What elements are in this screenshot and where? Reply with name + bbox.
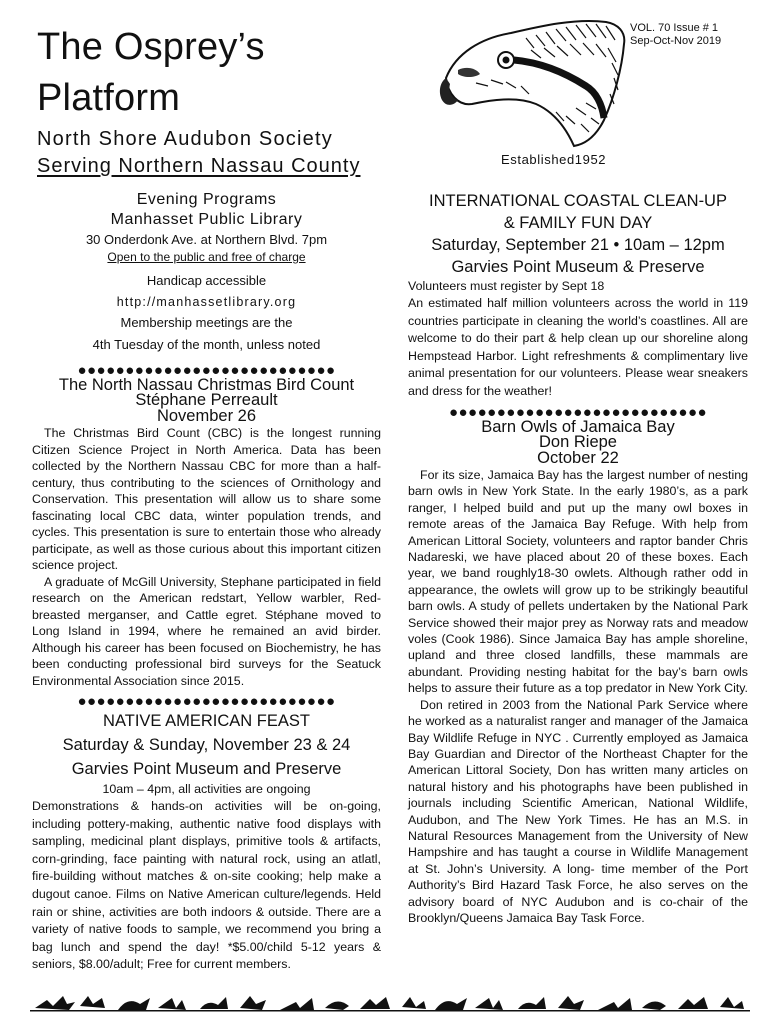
owls-date: October 22 [537, 449, 619, 467]
library-url[interactable]: http://manhassetlibrary.org [116, 295, 297, 309]
left-column [32, 190, 381, 974]
membership-line-2: 4th Tuesday of the month, unless noted [92, 337, 321, 352]
cbc-date: November 26 [156, 407, 257, 425]
owls-paragraph-1: For its size, Jamaica Bay has the largest number of nesting barn owls in New York State. In the early 1980’s, as a park ranger, I helped build and put up the many owl boxes in remote areas of the Jamaica Bay Refuge. With help from American Littoral Society, volunteers and raptor bander Chris Nadareski, we have placed about 20 of these boxes. Each year, we band roughly18-30 owlets. Although rather odd in appearance, the owlets will grow up to be strikingly beautiful barn owls. A study of pellets undertaken by the National Park Service showed their major prey as Norway rats and meadow voles (Cook 1986). Since Jamaica Bay has ample shoreline, upland and three closed landfills, these mammals are abundant. Providing nesting habitat for the bay’s barn owls helps to assure their future as a top predator in New York City. [408, 468, 749, 696]
cbc-speaker: Stéphane Perreault [135, 391, 278, 409]
cbc-title: The North Nassau Christmas Bird Count [58, 376, 355, 394]
established: Established1952 [501, 152, 607, 167]
org-name: North Shore Audubon Society [37, 128, 333, 150]
feast-time: 10am – 4pm, all activities are ongoing [102, 782, 311, 796]
right-column [408, 190, 748, 926]
owls-speaker: Don Riepe [539, 433, 617, 451]
cleanup-title-2: & FAMILY FUN DAY [503, 214, 653, 232]
dot-divider: ●●●●●●●●●●●●●●●●●●●●●●●●●●● [77, 366, 336, 376]
volume-issue: VOL. 70 Issue # 1 [630, 22, 719, 34]
title-line-2: Platform [37, 77, 181, 119]
feast-place: Garvies Point Museum and Preserve [71, 760, 342, 778]
feast-date: Saturday & Sunday, November 23 & 24 [62, 736, 351, 754]
cleanup-date: Saturday, September 21 • 10am – 12pm [431, 236, 725, 254]
cleanup-place: Garvies Point Museum & Preserve [451, 258, 705, 276]
title-line-1: The Osprey’s [37, 26, 265, 68]
library-heading: Manhasset Public Library [110, 211, 303, 228]
open-to-public: Open to the public and free of charge [107, 250, 306, 264]
bird-silhouette-border [30, 990, 750, 1014]
feast-title: NATIVE AMERICAN FEAST [103, 712, 310, 730]
cleanup-title-1: INTERNATIONAL COASTAL CLEAN-UP [429, 192, 727, 210]
owls-title: Barn Owls of Jamaica Bay [481, 418, 675, 436]
feast-description: Demonstrations & hands-on activities will be on-going, including pottery-making, authentic native food displays with sampling, medicinal plant displays, primitive tools & artifacts, corn-grinding, face painting with natural rock, using an atlatl, fire-building without matches & on-site cooking; help make a dugout canoe. Films on Native American culture/legends. Held rain or shine, activities are both indoors & outside. There are a variety of native foods to sample, we recommend you bring a bag lunch and spend the day! *$5.00/child 5-12 years & seniors, $8.00/adult; Free for current members. [32, 799, 381, 972]
newsletter-title [37, 22, 265, 124]
serving-line: Serving Northern Nassau County [37, 155, 361, 177]
cleanup-description: An estimated half million volunteers across the world in 119 countries participate in cleaning the world’s coastlines. All are welcome to do their part & help clean up our shoreline along Hempstead Harbor. Light refreshments & complimentary live animal presentation for our volunteers. Please wear sneakers and dress for the weather! [408, 296, 748, 398]
evening-programs-heading: Evening Programs [136, 191, 277, 208]
osprey-head-illustration [436, 8, 630, 148]
handicap-accessible: Handicap accessible [146, 273, 267, 288]
library-address: 30 Onderdonk Ave. at Northern Blvd. 7pm [85, 232, 328, 247]
owls-paragraph-2: Don retired in 2003 from the National Park Service where he worked as a naturalist ranger and manager of the Jamaica Bay Wildlife Refuge in NYC . Currently employed as Jamaica Bay Guardian and Director of the Northeast Chapter for the American Littoral Society, Don has written many articles on natural history and his photographs have been published in journals including Scientific American, National Wildlife, Audubon, and The New York Times. He has an M.S. in Natural Resources Management from the University of New Hampshire and has taught a course in Wildlife Management at St. John’s University. A long- time member of the Port Authority’s Bird Hazard Task Force, he also serves on the advisory board of NYC Audubon and is co-chair of the Brooklyn/Queens Jamaica Bay Task Force. [408, 697, 748, 925]
cleanup-register: Volunteers must register by Sept 18 [408, 279, 605, 293]
issue-info [630, 22, 721, 48]
dot-divider: ●●●●●●●●●●●●●●●●●●●●●●●●●●● [448, 408, 708, 418]
issue-season: Sep-Oct-Nov 2019 [630, 35, 722, 47]
cbc-paragraph-1: The Christmas Bird Count (CBC) is the longest running Citizen Science Project in North America. Data has been collected by the Northern Nassau CBC for more than a half-century, thus contributing to the sciences of Ornithology and Conservation. This presentation will allow us to share some fascinating local CBC data, winter population trends, and cycles. This presentation is sure to entertain those who already participate, as well as those curious about this important citizen science project. [32, 426, 381, 572]
dot-divider: ●●●●●●●●●●●●●●●●●●●●●●●●●●● [77, 697, 336, 707]
membership-line-1: Membership meetings are the [120, 315, 293, 330]
cbc-paragraph-2: A graduate of McGill University, Stephane participated in field research on the American redstart, Yellow warbler, Red-breasted merganser, and Cattle egret. Stéphane moved to Long Island in 1994, where he remained an avid birder. Although his career has been focused on Biochemistry, he has been conducting professional bird surveys for the Seatuck Environmental Association since 2015. [32, 574, 381, 688]
